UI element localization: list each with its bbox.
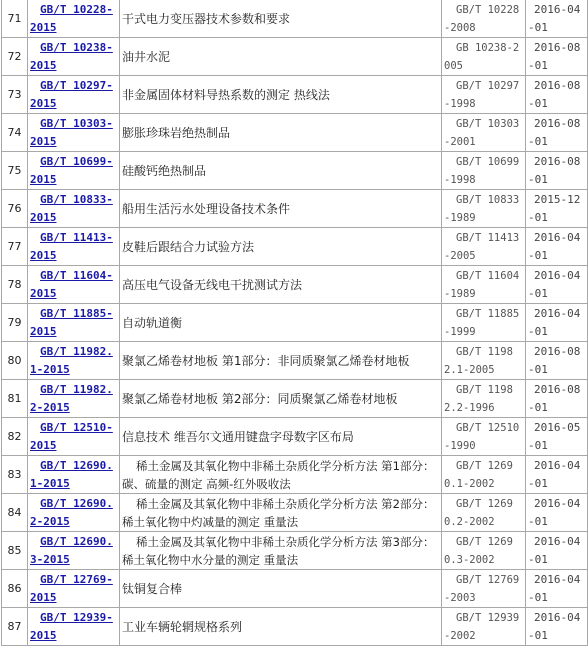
standard-code-cell: [28, 456, 120, 494]
row-number: 71: [2, 0, 28, 38]
standard-code-link[interactable]: GB/T 10238-2015: [30, 40, 113, 72]
standards-table-body: [2, 0, 588, 646]
replaced-standard: GB/T 11413-2005: [442, 228, 526, 266]
table-row: [2, 380, 588, 418]
standard-name: 自动轨道衡: [120, 304, 442, 342]
standard-name: 高压电气设备无线电干扰测试方法: [120, 266, 442, 304]
standard-name: 稀土金属及其氧化物中非稀土杂质化学分析方法 第2部分：稀土氧化物中灼减量的测定 重量法: [120, 494, 442, 532]
row-number: 76: [2, 190, 28, 228]
table-row: [2, 456, 588, 494]
table-row: [2, 608, 588, 646]
standard-code-link[interactable]: GB/T 11413-2015: [30, 230, 113, 262]
effective-date: 2016-08-01: [526, 76, 588, 114]
table-row: [2, 342, 588, 380]
standard-code-link[interactable]: GB/T 12690.2-2015: [30, 496, 113, 528]
standard-code-cell: [28, 570, 120, 608]
effective-date: 2016-08-01: [526, 342, 588, 380]
table-row: [2, 152, 588, 190]
standard-name: 信息技术 维吾尔文通用键盘字母数字区布局: [120, 418, 442, 456]
standard-code-cell: [28, 38, 120, 76]
standard-code-cell: [28, 380, 120, 418]
standard-code-cell: [28, 342, 120, 380]
standard-code-cell: [28, 76, 120, 114]
replaced-standard: GB/T 10699-1998: [442, 152, 526, 190]
row-number: 74: [2, 114, 28, 152]
row-number: 83: [2, 456, 28, 494]
standard-code-cell: [28, 190, 120, 228]
standard-name: 皮鞋后跟结合力试验方法: [120, 228, 442, 266]
standard-code-link[interactable]: GB/T 10228-2015: [30, 2, 113, 34]
standard-code-link[interactable]: GB/T 12939-2015: [30, 610, 113, 642]
standard-code-cell: [28, 608, 120, 646]
row-number: 75: [2, 152, 28, 190]
standard-name: 工业车辆轮辋规格系列: [120, 608, 442, 646]
standard-name: 稀土金属及其氧化物中非稀土杂质化学分析方法 第1部分：碳、硫量的测定 高频-红外吸收法: [120, 456, 442, 494]
replaced-standard: GB/T 12690.2-2002: [442, 494, 526, 532]
effective-date: 2016-08-01: [526, 380, 588, 418]
effective-date: 2016-08-01: [526, 152, 588, 190]
replaced-standard: GB/T 10228-2008: [442, 0, 526, 38]
table-row: [2, 38, 588, 76]
standard-code-link[interactable]: GB/T 10297-2015: [30, 78, 113, 110]
effective-date: 2016-04-01: [526, 456, 588, 494]
replaced-standard: GB/T 11982.1-2005: [442, 342, 526, 380]
effective-date: 2016-04-01: [526, 494, 588, 532]
row-number: 82: [2, 418, 28, 456]
standard-code-cell: [28, 228, 120, 266]
standard-name: 干式电力变压器技术参数和要求: [120, 0, 442, 38]
effective-date: 2016-08-01: [526, 114, 588, 152]
standard-code-cell: [28, 418, 120, 456]
table-row: [2, 532, 588, 570]
standard-name: 膨胀珍珠岩绝热制品: [120, 114, 442, 152]
replaced-standard: GB/T 10303-2001: [442, 114, 526, 152]
table-row: [2, 228, 588, 266]
replaced-standard: GB/T 11885-1999: [442, 304, 526, 342]
standard-code-cell: [28, 266, 120, 304]
standard-code-cell: [28, 532, 120, 570]
effective-date: 2016-04-01: [526, 570, 588, 608]
standard-code-cell: [28, 114, 120, 152]
table-row: [2, 418, 588, 456]
table-row: [2, 266, 588, 304]
replaced-standard: GB 10238-2005: [442, 38, 526, 76]
standard-name: 聚氯乙烯卷材地板 第1部分：非同质聚氯乙烯卷材地板: [120, 342, 442, 380]
standard-name: 钛铜复合棒: [120, 570, 442, 608]
effective-date: 2016-08-01: [526, 38, 588, 76]
standard-code-link[interactable]: GB/T 11604-2015: [30, 268, 113, 300]
row-number: 86: [2, 570, 28, 608]
standard-code-cell: [28, 304, 120, 342]
standard-code-link[interactable]: GB/T 11982.2-2015: [30, 382, 113, 414]
replaced-standard: GB/T 12510-1990: [442, 418, 526, 456]
row-number: 84: [2, 494, 28, 532]
standard-code-link[interactable]: GB/T 10833-2015: [30, 192, 113, 224]
effective-date: 2016-05-01: [526, 418, 588, 456]
standard-name: 非金属固体材料导热系数的测定 热线法: [120, 76, 442, 114]
effective-date: 2016-04-01: [526, 266, 588, 304]
standard-code-link[interactable]: GB/T 12690.1-2015: [30, 458, 113, 490]
replaced-standard: GB/T 12690.3-2002: [442, 532, 526, 570]
standard-code-cell: [28, 494, 120, 532]
table-row: [2, 76, 588, 114]
standards-table: [1, 0, 588, 646]
row-number: 81: [2, 380, 28, 418]
row-number: 80: [2, 342, 28, 380]
row-number: 73: [2, 76, 28, 114]
standard-name: 稀土金属及其氧化物中非稀土杂质化学分析方法 第3部分：稀土氧化物中水分量的测定 重量法: [120, 532, 442, 570]
row-number: 77: [2, 228, 28, 266]
table-row: [2, 570, 588, 608]
standard-code-link[interactable]: GB/T 10303-2015: [30, 116, 113, 148]
standard-code-cell: [28, 0, 120, 38]
standard-name: 硅酸钙绝热制品: [120, 152, 442, 190]
standard-name: 聚氯乙烯卷材地板 第2部分：同质聚氯乙烯卷材地板: [120, 380, 442, 418]
table-row: [2, 494, 588, 532]
row-number: 85: [2, 532, 28, 570]
table-row: [2, 114, 588, 152]
standard-code-link[interactable]: GB/T 11885-2015: [30, 306, 113, 338]
replaced-standard: GB/T 12769-2003: [442, 570, 526, 608]
table-row: [2, 190, 588, 228]
row-number: 72: [2, 38, 28, 76]
row-number: 87: [2, 608, 28, 646]
standard-code-link[interactable]: GB/T 12690.3-2015: [30, 534, 113, 566]
effective-date: 2015-12-01: [526, 190, 588, 228]
standard-code-link[interactable]: GB/T 10699-2015: [30, 154, 113, 186]
table-row: [2, 304, 588, 342]
replaced-standard: GB/T 11982.2-1996: [442, 380, 526, 418]
standard-code-link[interactable]: GB/T 12769-2015: [30, 572, 113, 604]
standard-name: 船用生活污水处理设备技术条件: [120, 190, 442, 228]
replaced-standard: GB/T 11604-1989: [442, 266, 526, 304]
standard-name: 油井水泥: [120, 38, 442, 76]
replaced-standard: GB/T 10833-1989: [442, 190, 526, 228]
standard-code-link[interactable]: GB/T 12510-2015: [30, 420, 113, 452]
row-number: 79: [2, 304, 28, 342]
standard-code-link[interactable]: GB/T 11982.1-2015: [30, 344, 113, 376]
row-number: 78: [2, 266, 28, 304]
effective-date: 2016-04-01: [526, 608, 588, 646]
table-row: [2, 0, 588, 38]
effective-date: 2016-04-01: [526, 228, 588, 266]
replaced-standard: GB/T 12939-2002: [442, 608, 526, 646]
effective-date: 2016-04-01: [526, 0, 588, 38]
effective-date: 2016-04-01: [526, 304, 588, 342]
effective-date: 2016-04-01: [526, 532, 588, 570]
replaced-standard: GB/T 10297-1998: [442, 76, 526, 114]
replaced-standard: GB/T 12690.1-2002: [442, 456, 526, 494]
standard-code-cell: [28, 152, 120, 190]
